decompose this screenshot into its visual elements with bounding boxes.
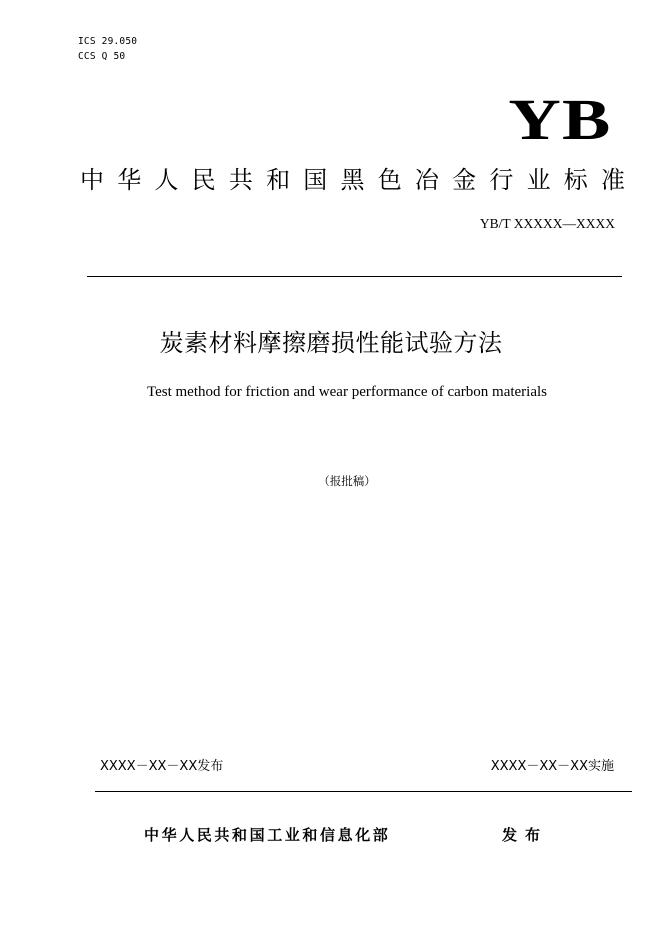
yb-logo: YB: [508, 87, 612, 152]
publish-date: XXXX－XX－XX发布: [100, 759, 224, 774]
standard-number: YB/T XXXXX—XXXX: [479, 216, 615, 231]
ccs-code: CCS Q 50: [78, 51, 126, 62]
top-divider: [87, 276, 622, 277]
document-title-chinese: 炭素材料摩擦磨损性能试验方法: [159, 329, 503, 357]
document-title-english: Test method for friction and wear performance of carbon materials: [146, 384, 548, 400]
standard-category-title: 中华人民共和国黑色冶金行业标准: [80, 166, 625, 194]
bottom-divider: [95, 791, 632, 792]
implementation-date: XXXX－XX－XX实施: [490, 759, 614, 774]
ics-code: ICS 29.050: [78, 36, 138, 47]
issuing-authority: 中华人民共和国工业和信息化部: [144, 826, 391, 844]
issue-label: 发布: [502, 826, 549, 844]
draft-status: （报批稿）: [318, 474, 376, 488]
